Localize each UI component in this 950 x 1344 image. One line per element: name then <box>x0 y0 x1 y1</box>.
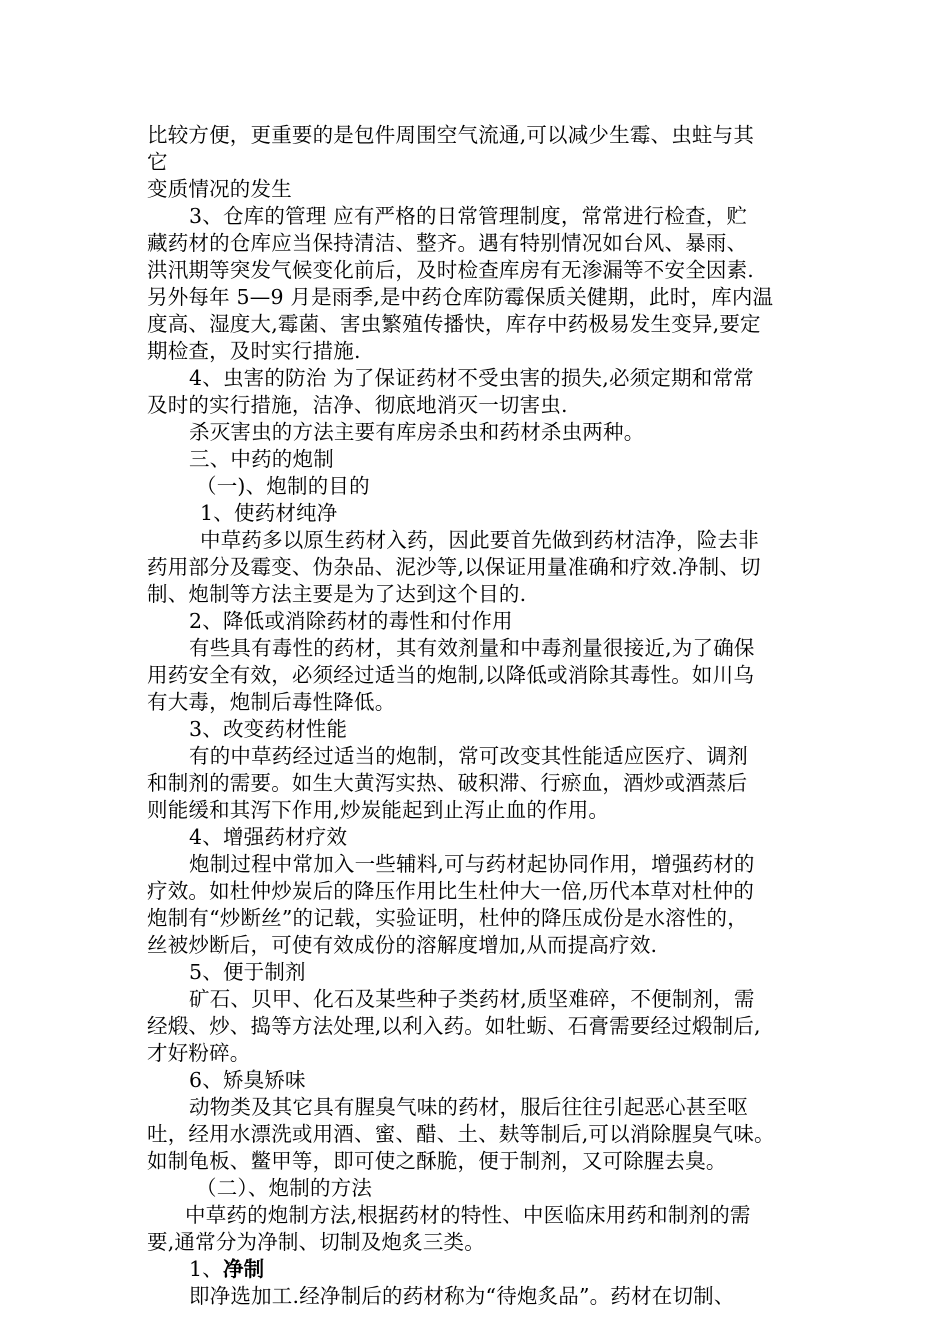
subsection-heading: （二）、炮制的方法 <box>196 1176 373 1200</box>
text-line: 才好粉碎。 <box>147 1041 251 1065</box>
text-line: 丝被炒断后，可使有效成份的溶解度增加,从而提高疗效. <box>147 933 658 957</box>
text-line: 即净选加工.经净制后的药材称为“待炮炙品”。药材在切制、 <box>189 1284 735 1308</box>
item-number: 1、 <box>189 1257 223 1281</box>
subsection-heading: （一)、炮制的目的 <box>196 474 370 498</box>
text-line: 如制龟板、鳖甲等，即可使之酥脆，便于制剂，又可除腥去臭。 <box>147 1149 727 1173</box>
text-line: 用药安全有效，必须经过适当的炮制,以降低或消除其毒性。如川乌 <box>147 663 755 687</box>
text-line: 杀灭害虫的方法主要有库房杀虫和药材杀虫两种。 <box>189 420 645 444</box>
text-line: 另外每年 5—9 月是雨季,是中药仓库防霉保质关健期，此时，库内温 <box>147 285 774 309</box>
text-line: 中草药多以原生药材入药，因此要首先做到药材洁净，险去非 <box>200 528 759 552</box>
section-heading: 三、中药的炮制 <box>189 447 334 471</box>
item-heading: 6、矫臭矫味 <box>189 1068 306 1092</box>
text-line: 有的中草药经过适当的炮制，常可改变其性能适应医疗、调剂 <box>189 744 748 768</box>
text-line: 洪汛期等突发气候变化前后，及时检查库房有无渗漏等不安全因素. <box>147 258 755 282</box>
text-line: 则能缓和其泻下作用,炒炭能起到止泻止血的作用。 <box>147 798 610 822</box>
item-heading: 4、增强药材疗效 <box>189 825 348 849</box>
text-line: 期检查，及时实行措施. <box>147 339 361 363</box>
item-title: 净制 <box>222 1257 265 1281</box>
text-line: 有大毒，炮制后毒性降低。 <box>147 690 396 714</box>
text-line: 矿石、贝甲、化石及某些种子类药材,质坚难碎，不便制剂，需 <box>189 987 755 1011</box>
text-line: 度高、湿度大,霉菌、害虫繁殖传播快，库存中药极易发生变异,要定 <box>147 312 761 336</box>
text-line: 及时的实行措施，洁净、彻底地消灭一切害虫. <box>147 393 568 417</box>
item-heading <box>189 1256 264 1282</box>
item-heading: 2、降低或消除药材的毒性和付作用 <box>189 609 513 633</box>
text-line: 4、虫害的防治 为了保证药材不受虫害的损失,必须定期和常常 <box>189 366 754 390</box>
text-line: 动物类及其它具有腥臭气味的药材，服后往往引起恶心甚至呕 <box>189 1095 748 1119</box>
text-line: 中草药的炮制方法,根据药材的特性、中医临床用药和制剂的需 <box>185 1203 751 1227</box>
item-heading: 5、便于制剂 <box>189 960 306 984</box>
text-line: 藏药材的仓库应当保持清洁、整齐。遇有特别情况如台风、暴雨、 <box>147 231 748 255</box>
text-line: 有些具有毒性的药材，其有效剂量和中毒剂量很接近,为了确保 <box>189 636 755 660</box>
text-line: 吐，经用水漂洗或用酒、蜜、醋、土、麸等制后,可以消除腥臭气味。 <box>147 1122 775 1146</box>
text-line: 变质情况的发生 <box>147 177 292 201</box>
item-heading: 3、改变药材性能 <box>189 717 348 741</box>
text-line: 炮制有“炒断丝”的记载，实验证明，杜仲的降压成份是水溶性的， <box>147 906 748 930</box>
text-line: 它 <box>147 150 168 174</box>
text-line: 炮制过程中常加入一些辅料,可与药材起协同作用，增强药材的 <box>189 852 755 876</box>
text-line: 制、炮制等方法主要是为了达到这个目的. <box>147 582 527 606</box>
text-line: 药用部分及霉变、伪杂品、泥沙等,以保证用量准确和疗效.净制、切 <box>147 555 761 579</box>
text-line: 要,通常分为净制、切制及炮炙三类。 <box>147 1230 485 1254</box>
text-line: 疗效。如杜仲炒炭后的降压作用比生杜仲大一倍,历代本草对杜仲的 <box>147 879 755 903</box>
text-line: 经煅、炒、捣等方法处理,以利入药。如牡蛎、石膏需要经过煅制后, <box>147 1014 761 1038</box>
text-line: 和制剂的需要。如生大黄泻实热、破积滞、行瘀血，酒炒或酒蒸后 <box>147 771 748 795</box>
item-heading: 1、使药材纯净 <box>200 501 338 525</box>
text-line: 比较方便，更重要的是包件周围空气流通,可以减少生霉、虫蛀与其 <box>147 123 755 147</box>
text-line: 3、仓库的管理 应有严格的日常管理制度，常常进行检查，贮 <box>189 204 748 228</box>
